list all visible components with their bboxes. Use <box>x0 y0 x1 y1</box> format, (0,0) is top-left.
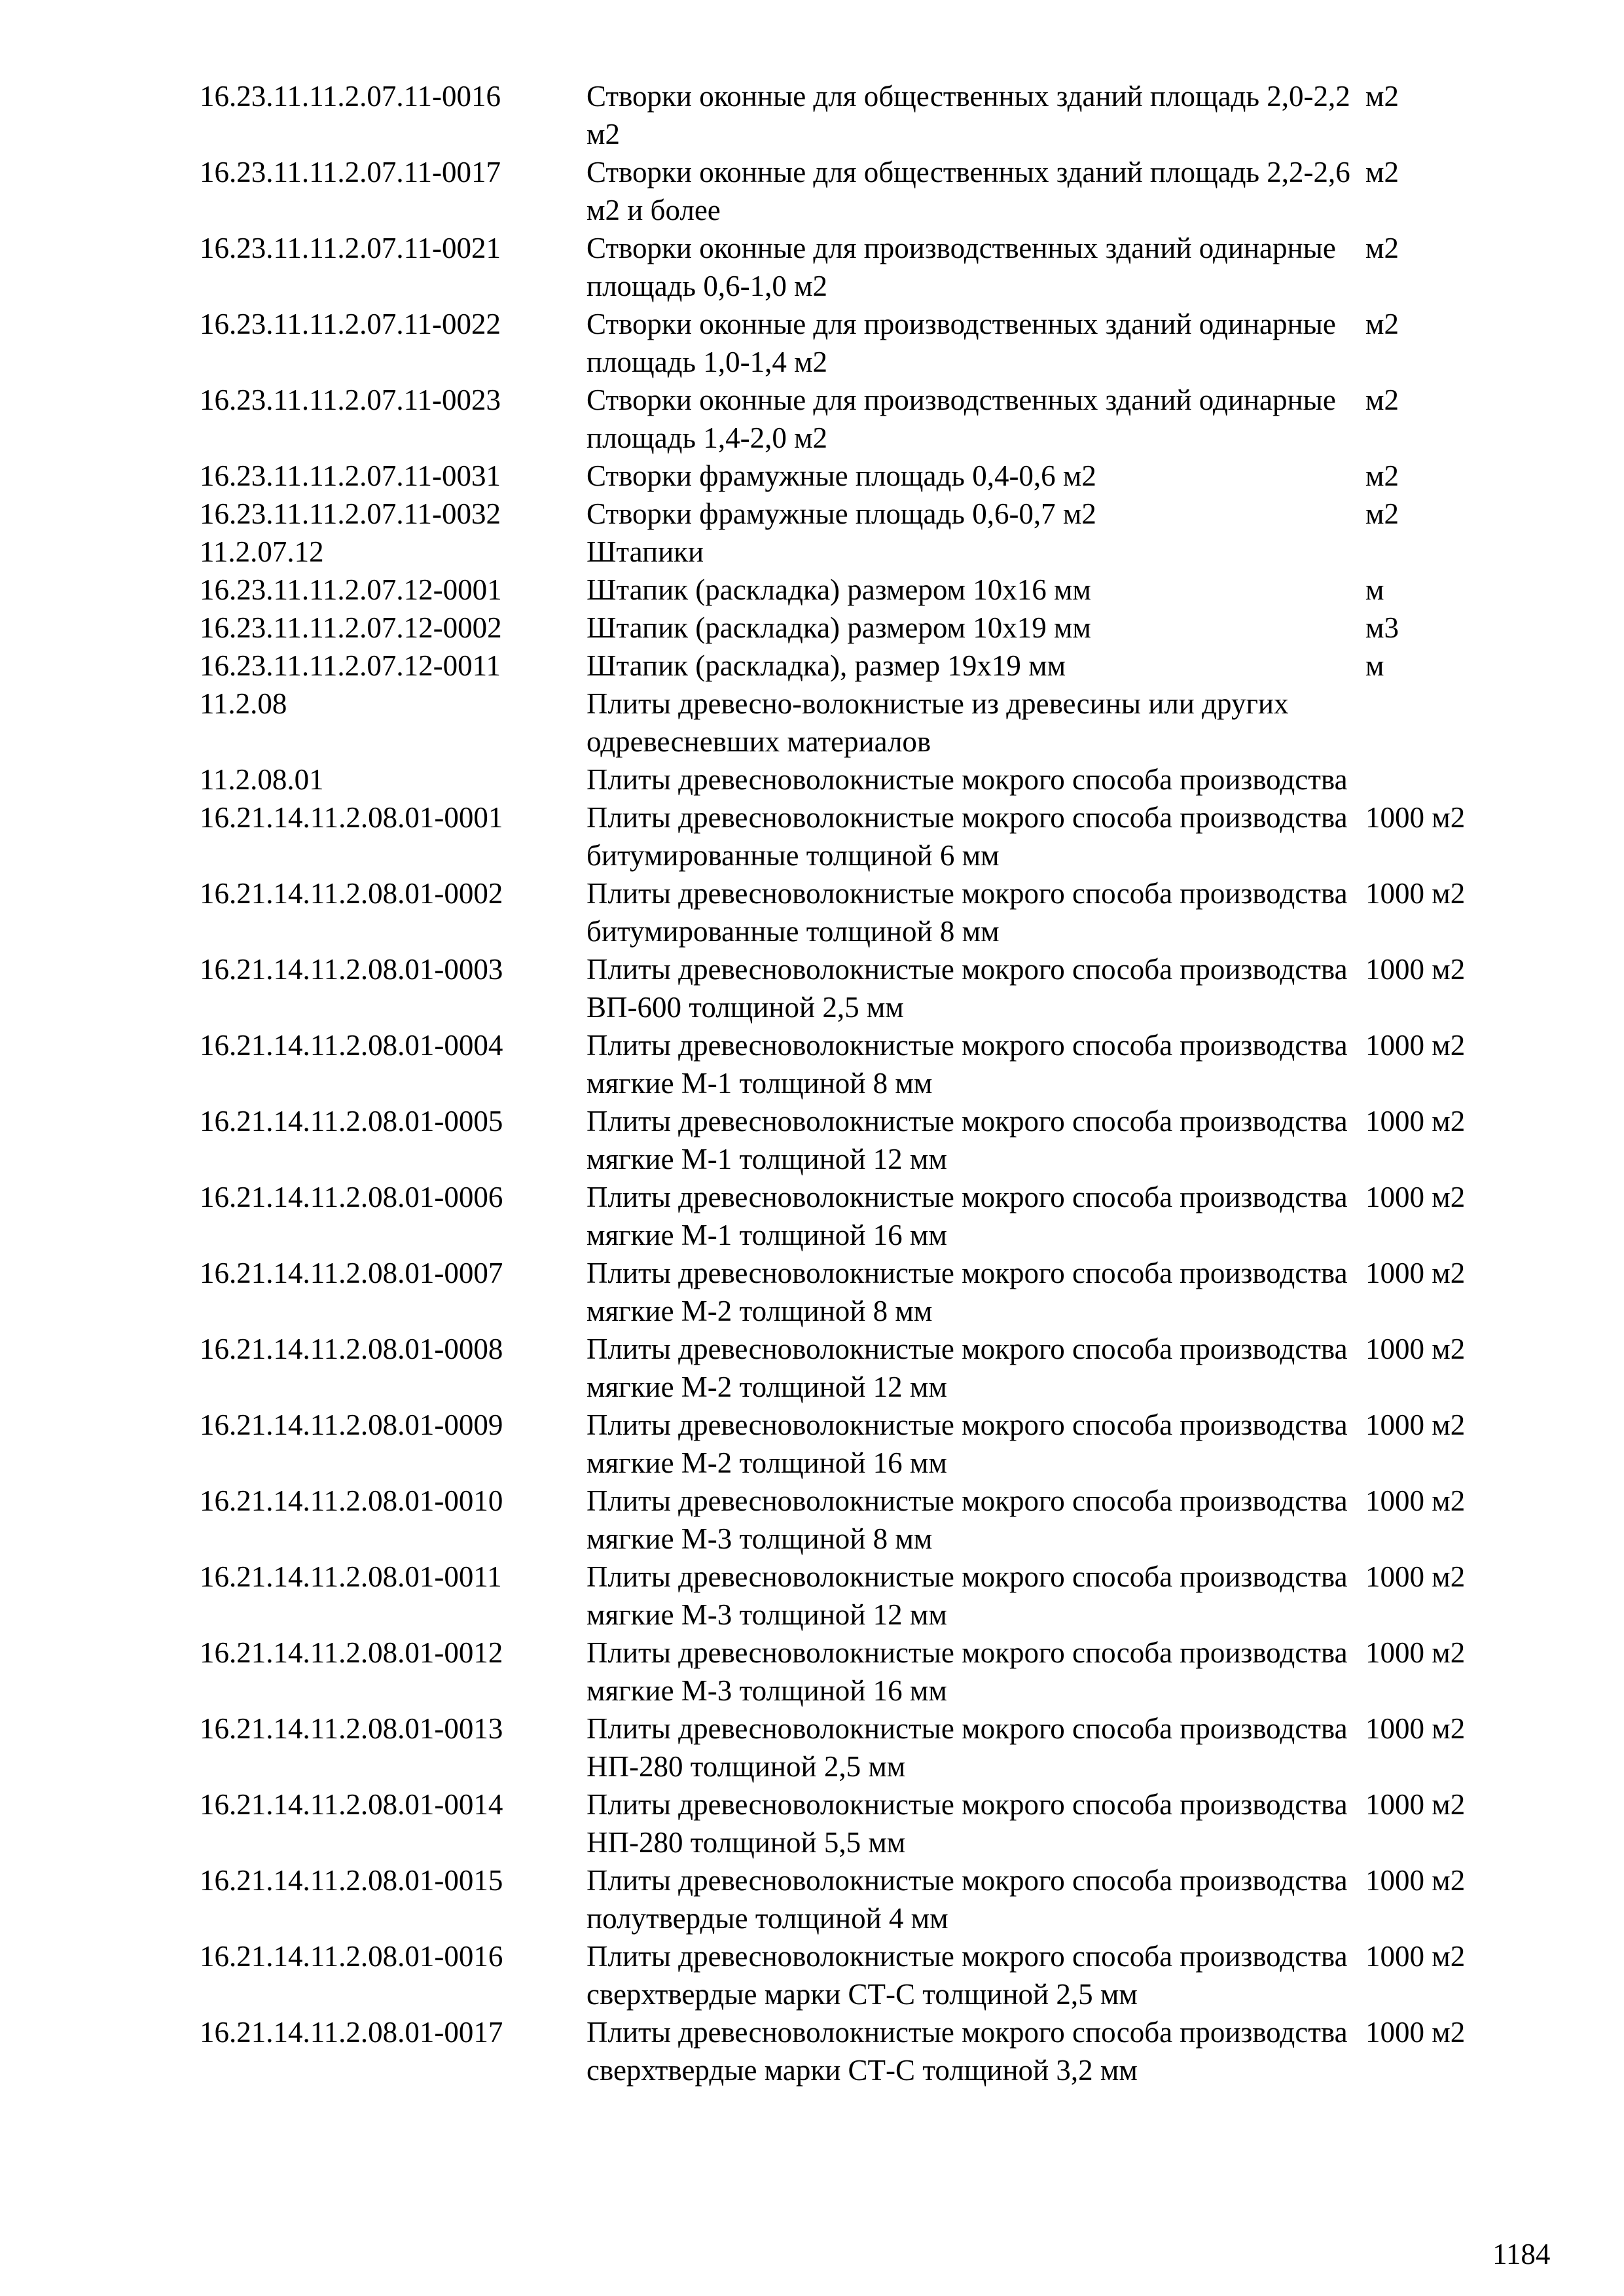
item-unit: 1000 м2 <box>1365 877 1466 910</box>
list-item <box>200 533 1496 571</box>
item-name: Створки фрамужные площадь 0,6-0,7 м2 <box>586 497 1096 530</box>
item-name: Плиты древесноволокнистые мокрого способа производства мягкие М-3 толщиной 12 мм <box>586 1560 1348 1631</box>
list-item <box>200 609 1496 647</box>
item-code: 16.21.14.11.2.08.01-0012 <box>200 1636 503 1669</box>
item-name: Створки оконные для производственных зданий одинарные площадь 1,0-1,4 м2 <box>586 308 1336 378</box>
item-unit: м2 <box>1365 232 1399 264</box>
item-unit: 1000 м2 <box>1365 1181 1466 1213</box>
list-item <box>200 229 1496 305</box>
item-code: 16.21.14.11.2.08.01-0014 <box>200 1788 503 1821</box>
item-unit: 1000 м2 <box>1365 1257 1466 1289</box>
item-code: 16.21.14.11.2.08.01-0013 <box>200 1712 503 1745</box>
item-code: 16.21.14.11.2.08.01-0017 <box>200 2016 503 2049</box>
item-name: Плиты древесноволокнистые мокрого способа производства полутвердые толщиной 4 мм <box>586 1864 1348 1935</box>
item-unit: м2 <box>1365 384 1399 416</box>
item-code: 16.21.14.11.2.08.01-0004 <box>200 1029 503 1062</box>
item-unit: м2 <box>1365 308 1399 340</box>
item-code: 11.2.08 <box>200 687 287 720</box>
item-code: 16.23.11.11.2.07.12-0002 <box>200 611 502 644</box>
list-item <box>200 1634 1496 1710</box>
list-item <box>200 1861 1496 1937</box>
item-name: Створки оконные для общественных зданий площадь 2,0-2,2 м2 <box>586 80 1350 151</box>
list-item <box>200 1558 1496 1634</box>
item-code: 16.21.14.11.2.08.01-0016 <box>200 1940 503 1973</box>
item-unit: 1000 м2 <box>1365 1408 1466 1441</box>
item-name: Плиты древесноволокнистые мокрого способа производства битумированные толщиной 6 мм <box>586 801 1348 872</box>
list-item <box>200 77 1496 153</box>
item-code: 16.23.11.11.2.07.12-0001 <box>200 573 502 606</box>
item-unit: м2 <box>1365 459 1399 492</box>
item-code: 16.23.11.11.2.07.11-0017 <box>200 156 501 188</box>
item-code: 16.21.14.11.2.08.01-0002 <box>200 877 503 910</box>
list-item <box>200 571 1496 609</box>
item-name: Плиты древесноволокнистые мокрого способа производства <box>586 763 1348 796</box>
list-item <box>200 495 1496 533</box>
item-code: 16.23.11.11.2.07.11-0031 <box>200 459 501 492</box>
list-item <box>200 1785 1496 1861</box>
item-name: Плиты древесноволокнистые мокрого способа производства мягкие М-1 толщиной 16 мм <box>586 1181 1348 1251</box>
list-item <box>200 1937 1496 2013</box>
list-item <box>200 1254 1496 1330</box>
item-unit: 1000 м2 <box>1365 1105 1466 1138</box>
item-unit: 1000 м2 <box>1365 801 1466 834</box>
item-name: Штапик (раскладка), размер 19х19 мм <box>586 649 1066 682</box>
item-code: 11.2.07.12 <box>200 535 324 568</box>
item-unit: м3 <box>1365 611 1399 644</box>
item-code: 16.21.14.11.2.08.01-0010 <box>200 1484 503 1517</box>
item-name: Плиты древесноволокнистые мокрого способа производства мягкие М-3 толщиной 16 мм <box>586 1636 1348 1707</box>
item-unit: 1000 м2 <box>1365 1940 1466 1973</box>
list-item <box>200 1710 1496 1785</box>
page-number: 1184 <box>1492 2238 1551 2270</box>
item-code: 16.23.11.11.2.07.11-0021 <box>200 232 501 264</box>
item-name: Плиты древесноволокнистые мокрого способа производства мягкие М-2 толщиной 8 мм <box>586 1257 1348 1327</box>
item-unit: м2 <box>1365 80 1399 113</box>
item-code: 16.23.11.11.2.07.11-0032 <box>200 497 501 530</box>
item-code: 16.21.14.11.2.08.01-0011 <box>200 1560 502 1593</box>
item-unit: 1000 м2 <box>1365 1788 1466 1821</box>
list-item <box>200 647 1496 685</box>
item-code: 16.21.14.11.2.08.01-0007 <box>200 1257 503 1289</box>
item-unit: 1000 м2 <box>1365 953 1466 986</box>
list-item <box>200 457 1496 495</box>
item-unit: м2 <box>1365 156 1399 188</box>
item-code: 16.23.11.11.2.07.12-0011 <box>200 649 501 682</box>
item-code: 16.21.14.11.2.08.01-0003 <box>200 953 503 986</box>
list-item <box>200 1330 1496 1406</box>
item-name: Штапик (раскладка) размером 10х19 мм <box>586 611 1091 644</box>
list-item <box>200 1178 1496 1254</box>
item-unit: м2 <box>1365 497 1399 530</box>
item-unit: 1000 м2 <box>1365 1636 1466 1669</box>
item-name: Плиты древесноволокнистые мокрого способа производства мягкие М-1 толщиной 8 мм <box>586 1029 1348 1100</box>
list-item <box>200 2013 1496 2089</box>
item-unit: 1000 м2 <box>1365 1864 1466 1897</box>
item-code: 16.21.14.11.2.08.01-0001 <box>200 801 503 834</box>
item-name: Плиты древесноволокнистые мокрого способа производства сверхтвердые марки СТ-С толщиной 2,5 мм <box>586 1940 1348 2011</box>
item-list <box>200 77 1496 2089</box>
item-code: 16.21.14.11.2.08.01-0005 <box>200 1105 503 1138</box>
item-name: Плиты древесноволокнистые мокрого способа производства ВП-600 толщиной 2,5 мм <box>586 953 1348 1024</box>
list-item <box>200 153 1496 229</box>
item-name: Плиты древесно-волокнистые из древесины или других одревесневших материалов <box>586 687 1289 758</box>
item-code: 16.23.11.11.2.07.11-0016 <box>200 80 501 113</box>
list-item <box>200 874 1496 950</box>
item-code: 16.21.14.11.2.08.01-0015 <box>200 1864 503 1897</box>
item-name: Плиты древесноволокнистые мокрого способа производства битумированные толщиной 8 мм <box>586 877 1348 948</box>
item-unit: 1000 м2 <box>1365 1712 1466 1745</box>
item-code: 16.21.14.11.2.08.01-0008 <box>200 1333 503 1365</box>
item-unit: 1000 м2 <box>1365 1333 1466 1365</box>
item-name: Плиты древесноволокнистые мокрого способа производства НП-280 толщиной 2,5 мм <box>586 1712 1348 1783</box>
item-unit: м <box>1365 649 1384 682</box>
list-item <box>200 761 1496 798</box>
item-name: Створки оконные для производственных зданий одинарные площадь 1,4-2,0 м2 <box>586 384 1336 454</box>
item-name: Плиты древесноволокнистые мокрого способа производства сверхтвердые марки СТ-С толщиной 3,2 мм <box>586 2016 1348 2087</box>
item-name: Штапик (раскладка) размером 10х16 мм <box>586 573 1091 606</box>
item-code: 16.21.14.11.2.08.01-0006 <box>200 1181 503 1213</box>
item-name: Плиты древесноволокнистые мокрого способа производства мягкие М-2 толщиной 12 мм <box>586 1333 1348 1403</box>
item-unit: 1000 м2 <box>1365 2016 1466 2049</box>
item-code: 16.23.11.11.2.07.11-0023 <box>200 384 501 416</box>
item-name: Плиты древесноволокнистые мокрого способа производства мягкие М-3 толщиной 8 мм <box>586 1484 1348 1555</box>
list-item <box>200 381 1496 457</box>
item-code: 11.2.08.01 <box>200 763 324 796</box>
item-unit: 1000 м2 <box>1365 1029 1466 1062</box>
item-name: Створки оконные для производственных зданий одинарные площадь 0,6-1,0 м2 <box>586 232 1336 302</box>
item-name: Плиты древесноволокнистые мокрого способа производства НП-280 толщиной 5,5 мм <box>586 1788 1348 1859</box>
list-item <box>200 798 1496 874</box>
list-item <box>200 1026 1496 1102</box>
item-name: Створки оконные для общественных зданий площадь 2,2-2,6 м2 и более <box>586 156 1350 226</box>
item-unit: м <box>1365 573 1384 606</box>
item-unit: 1000 м2 <box>1365 1560 1466 1593</box>
list-item <box>200 1406 1496 1482</box>
list-item <box>200 950 1496 1026</box>
list-item <box>200 1102 1496 1178</box>
item-code: 16.21.14.11.2.08.01-0009 <box>200 1408 503 1441</box>
item-code: 16.23.11.11.2.07.11-0022 <box>200 308 501 340</box>
list-item <box>200 1482 1496 1558</box>
item-name: Створки фрамужные площадь 0,4-0,6 м2 <box>586 459 1096 492</box>
item-name: Штапики <box>586 535 704 568</box>
item-name: Плиты древесноволокнистые мокрого способа производства мягкие М-2 толщиной 16 мм <box>586 1408 1348 1479</box>
item-name: Плиты древесноволокнистые мокрого способа производства мягкие М-1 толщиной 12 мм <box>586 1105 1348 1175</box>
item-unit: 1000 м2 <box>1365 1484 1466 1517</box>
list-item <box>200 305 1496 381</box>
list-item <box>200 685 1496 761</box>
